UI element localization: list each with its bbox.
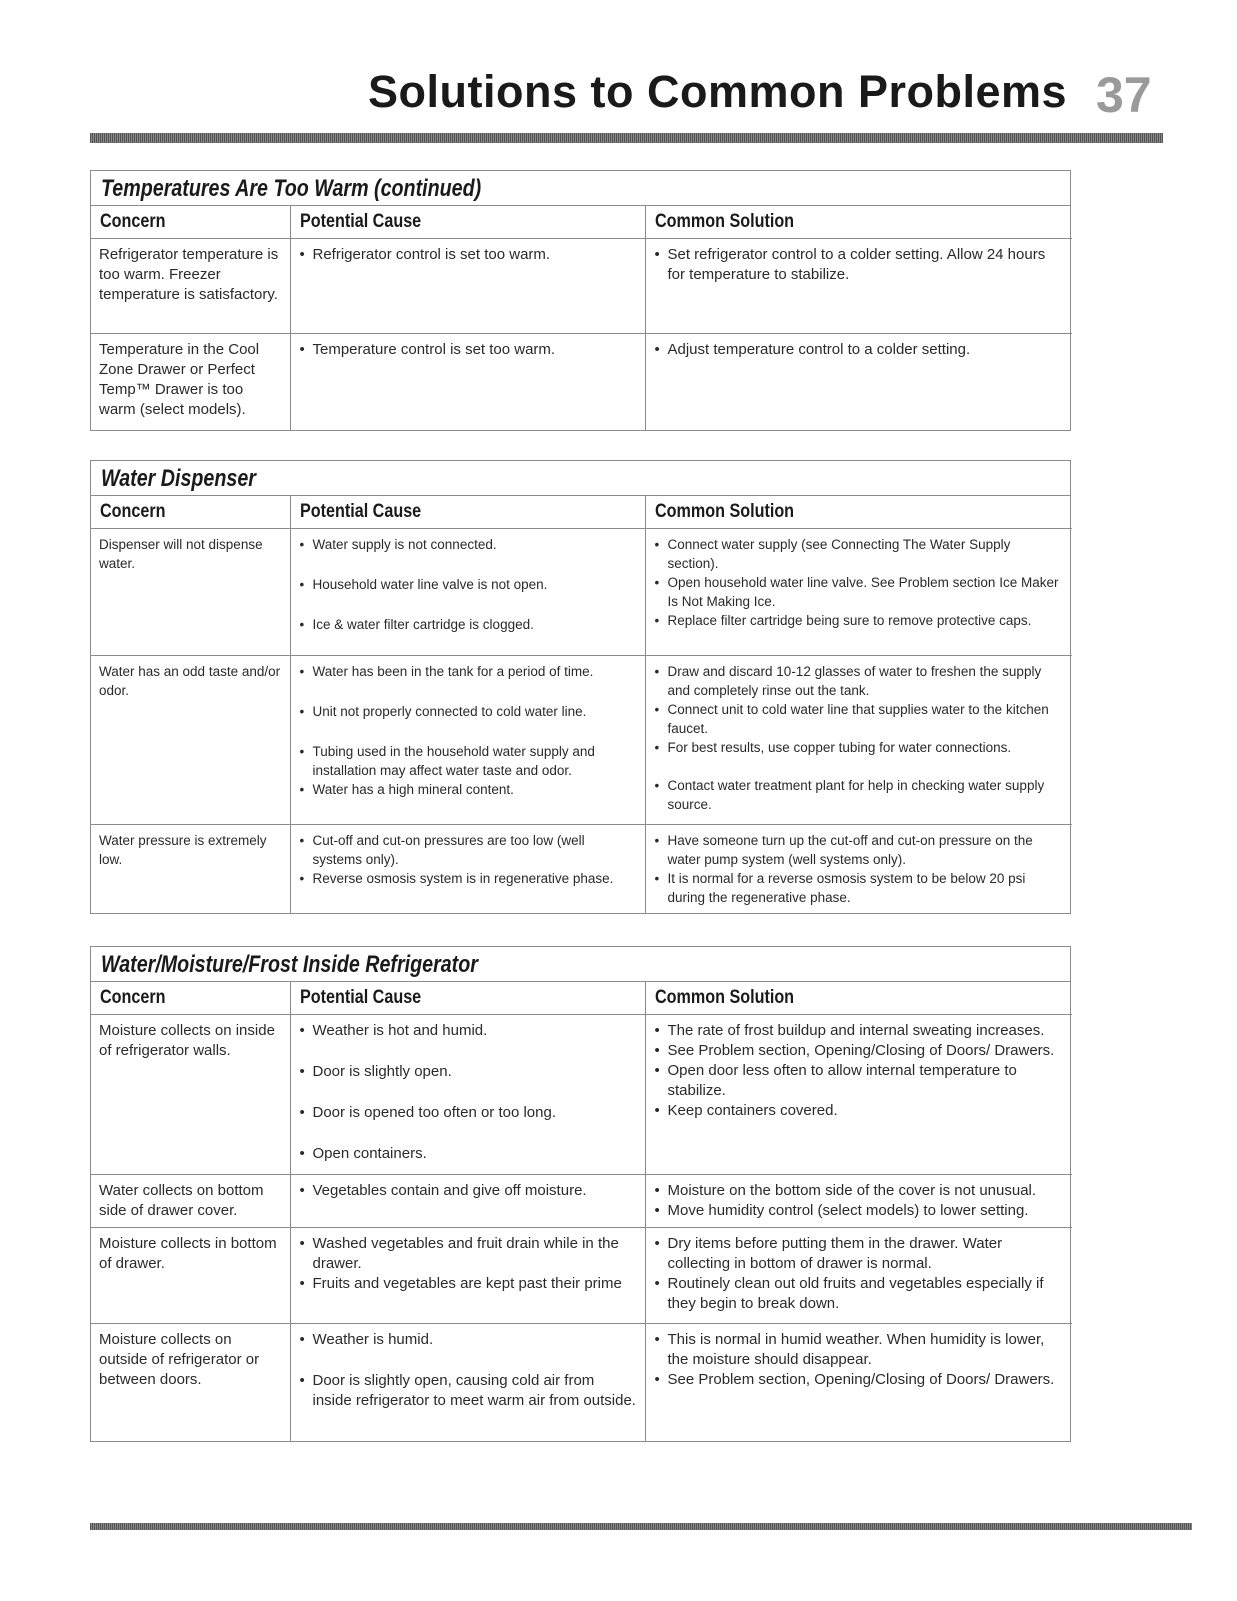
table-row [91,239,1072,334]
concern-header: Concern [91,496,290,529]
solution-item: • Open household water line valve. See Problem section Ice Maker Is Not Making Ice. [654,573,1065,611]
cause-header: Potential Cause [290,206,645,239]
solution-item: • Moisture on the bottom side of the cover is not unusual. [654,1181,1065,1201]
section-water-dispenser [90,460,1071,914]
solution-item: • Contact water treatment plant for help in checking water supply source. [654,776,1065,814]
page-header [0,0,1237,150]
table-row [91,1324,1072,1441]
solution-item: • Set refrigerator control to a colder setting. Allow 24 hours for temperature to stabilize. [654,245,1065,285]
cause-cell [290,1324,645,1441]
cause-header: Potential Cause [290,982,645,1015]
concern-cell: Moisture collects on outside of refrigerator or between doors. [91,1324,290,1441]
cause-item: • Reverse osmosis system is in regenerative phase. [299,869,637,888]
cause-item: • Washed vegetables and fruit drain while in the drawer. [299,1234,637,1274]
cause-cell [290,825,645,914]
concern-cell: Water collects on bottom side of drawer cover. [91,1175,290,1228]
cause-cell [290,1175,645,1228]
solution-header: Common Solution [645,982,1072,1015]
solution-item: • Connect water supply (see Connecting The Water Supply section). [654,535,1065,573]
cause-item: • Unit not properly connected to cold water line. [299,702,637,721]
header-divider [90,133,1163,143]
page-number: 37 [1096,67,1152,123]
cause-cell [290,239,645,334]
page-title: Solutions to Common Problems [368,66,1068,117]
cause-cell [290,656,645,825]
footer-divider [90,1523,1192,1530]
section-title: Temperatures Are Too Warm (continued) [91,171,1070,206]
cause-item: • Door is slightly open. [299,1062,637,1082]
table-row [91,1175,1072,1228]
solution-item: • See Problem section, Opening/Closing of Doors/ Drawers. [654,1370,1065,1390]
table-row [91,656,1072,825]
table-row [91,1015,1072,1175]
solution-header: Common Solution [645,496,1072,529]
solution-item: • Have someone turn up the cut-off and cut-on pressure on the water pump system (well systems only). [654,831,1065,869]
solution-header: Common Solution [645,206,1072,239]
cause-header: Potential Cause [290,496,645,529]
cause-item: • Household water line valve is not open. [299,575,637,594]
cause-item: • Door is opened too often or too long. [299,1103,637,1123]
problems-table [91,982,1072,1441]
solution-item: • For best results, use copper tubing for water connections. [654,738,1065,757]
cause-item: • Weather is humid. [299,1330,637,1350]
concern-header: Concern [91,206,290,239]
cause-cell [290,529,645,656]
solution-item: • Routinely clean out old fruits and vegetables especially if they begin to break down. [654,1274,1065,1314]
solution-cell [645,1175,1072,1228]
cause-item: • Water supply is not connected. [299,535,637,554]
table-header-row [91,206,1072,239]
solution-item: • Move humidity control (select models) to lower setting. [654,1201,1065,1221]
solution-cell [645,1228,1072,1324]
solution-item: • The rate of frost buildup and internal sweating increases. [654,1021,1065,1041]
cause-cell [290,1015,645,1175]
solution-cell [645,529,1072,656]
solution-cell [645,656,1072,825]
solution-cell [645,334,1072,430]
cause-item: • Temperature control is set too warm. [299,340,637,360]
cause-item: • Tubing used in the household water supply and installation may affect water taste and odor. [299,742,637,780]
cause-item: • Water has been in the tank for a period of time. [299,662,637,681]
table-header-row [91,496,1072,529]
solution-item: • Connect unit to cold water line that supplies water to the kitchen faucet. [654,700,1065,738]
concern-header: Concern [91,982,290,1015]
section-water-moisture-frost [90,946,1071,1442]
table-header-row [91,982,1072,1015]
solution-item: • Adjust temperature control to a colder setting. [654,340,1065,360]
cause-cell [290,334,645,430]
solution-item: • It is normal for a reverse osmosis system to be below 20 psi during the regenerative phase. [654,869,1065,907]
solution-item: • Open door less often to allow internal temperature to stabilize. [654,1061,1065,1101]
table-row [91,529,1072,656]
solution-item: • Dry items before putting them in the drawer. Water collecting in bottom of drawer is normal. [654,1234,1065,1274]
section-temperatures-too-warm [90,170,1071,431]
concern-cell: Temperature in the Cool Zone Drawer or Perfect Temp™ Drawer is too warm (select models). [91,334,290,430]
section-title: Water/Moisture/Frost Inside Refrigerator [91,947,1070,982]
section-title: Water Dispenser [91,461,1070,496]
solution-item: • This is normal in humid weather. When humidity is lower, the moisture should disappear. [654,1330,1065,1370]
table-row [91,1228,1072,1324]
problems-table [91,496,1072,913]
solution-cell [645,1324,1072,1441]
concern-cell: Refrigerator temperature is too warm. Freezer temperature is satisfactory. [91,239,290,334]
cause-item: • Weather is hot and humid. [299,1021,637,1041]
cause-item: • Door is slightly open, causing cold air from inside refrigerator to meet warm air from outside. [299,1371,637,1411]
solution-item: • See Problem section, Opening/Closing of Doors/ Drawers. [654,1041,1065,1061]
cause-item: • Water has a high mineral content. [299,780,637,799]
solution-cell [645,239,1072,334]
concern-cell: Moisture collects in bottom of drawer. [91,1228,290,1324]
cause-item: • Open containers. [299,1144,637,1164]
cause-item: • Refrigerator control is set too warm. [299,245,637,265]
concern-cell: Water pressure is extremely low. [91,825,290,914]
cause-item: • Vegetables contain and give off moisture. [299,1181,637,1201]
cause-cell [290,1228,645,1324]
cause-item: • Cut-off and cut-on pressures are too low (well systems only). [299,831,637,869]
table-row [91,334,1072,430]
cause-item: • Ice & water filter cartridge is clogged. [299,615,637,634]
solution-item: • Keep containers covered. [654,1101,1065,1121]
concern-cell: Moisture collects on inside of refrigerator walls. [91,1015,290,1175]
solution-cell [645,1015,1072,1175]
cause-item: • Fruits and vegetables are kept past their prime [299,1274,637,1294]
problems-table [91,206,1072,430]
solution-item: • Replace filter cartridge being sure to remove protective caps. [654,611,1065,630]
solution-cell [645,825,1072,914]
concern-cell: Dispenser will not dispense water. [91,529,290,656]
concern-cell: Water has an odd taste and/or odor. [91,656,290,825]
table-row [91,825,1072,914]
solution-item: • Draw and discard 10-12 glasses of water to freshen the supply and completely rinse out the tank. [654,662,1065,700]
